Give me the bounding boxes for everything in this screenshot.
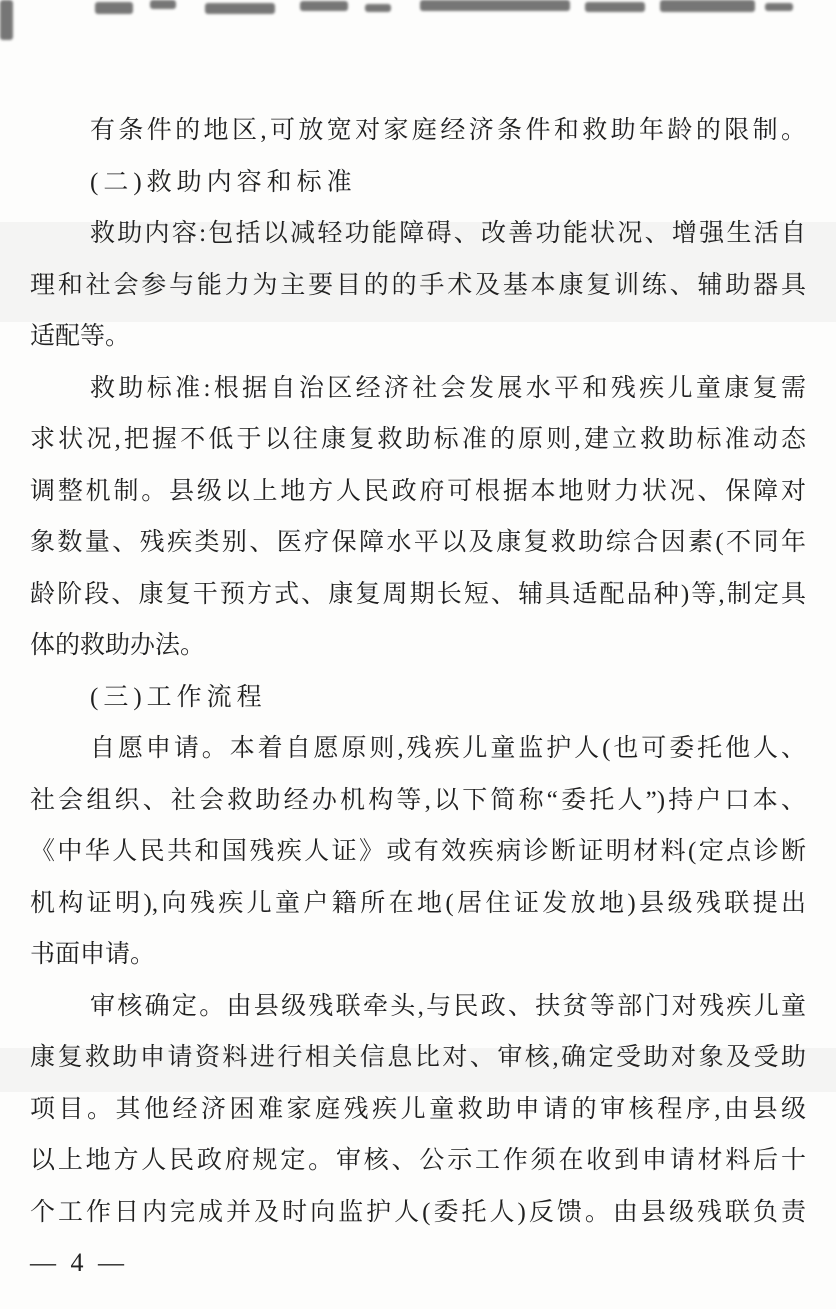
text-line: 项目。其他经济困难家庭残疾儿童救助申请的审核程序,由县级	[30, 1095, 806, 1123]
text-line: 有条件的地区,可放宽对家庭经济条件和救助年龄的限制。	[90, 117, 806, 144]
text-line: 社会组织、社会救助经办机构等,以下简称“委托人”)持户口本、	[30, 786, 806, 814]
page-number: — 4 —	[30, 1248, 128, 1277]
ink-smudge	[765, 3, 793, 11]
text-line: 审核确定。由县级残联牵头,与民政、扶贫等部门对残疾儿童	[90, 992, 806, 1020]
text-line: 象数量、残疾类别、医疗保障水平以及康复救助综合因素(不同年	[30, 529, 806, 556]
section-heading: (二)救助内容和标准	[90, 168, 357, 196]
text-line: 调整机制。县级以上地方人民政府可根据本地财力状况、保障对	[30, 477, 806, 505]
text-line: 自愿申请。本着自愿原则,残疾儿童监护人(也可委托他人、	[90, 735, 806, 762]
ink-smudge	[420, 0, 570, 11]
text-line: 个工作日内完成并及时向监护人(委托人)反馈。由县级残联负责	[30, 1198, 806, 1226]
ink-smudge	[95, 2, 133, 14]
text-line: 康复救助申请资料进行相关信息比对、审核,确定受助对象及受助	[30, 1044, 806, 1071]
text-line: 龄阶段、康复干预方式、康复周期长短、辅具适配品种)等,制定具	[30, 580, 806, 608]
ink-smudge	[365, 4, 391, 12]
text-line: 适配等。	[30, 323, 131, 350]
text-line: 机构证明),向残疾儿童户籍所在地(居住证发放地)县级残联提出	[30, 889, 806, 917]
text-line: 体的救助办法。	[30, 632, 206, 659]
text-line: 《中华人民共和国残疾人证》或有效疾病诊断证明材料(定点诊断	[30, 838, 806, 865]
section-heading: (三)工作流程	[90, 683, 267, 711]
text-line: 书面申请。	[30, 941, 156, 968]
text-line: 救助标准:根据自治区经济社会发展水平和残疾儿童康复需	[90, 374, 806, 402]
scan-artifact-band	[0, 0, 836, 46]
ink-smudge	[0, 0, 13, 40]
ink-smudge	[205, 3, 275, 14]
ink-smudge	[660, 0, 755, 12]
text-line: 求状况,把握不低于以往康复救助标准的原则,建立救助标准动态	[30, 426, 806, 453]
ink-smudge	[585, 2, 645, 12]
ink-smudge	[150, 0, 176, 9]
text-line: 救助内容:包括以减轻功能障碍、改善功能状况、增强生活自	[90, 220, 806, 247]
ink-smudge	[300, 1, 348, 11]
text-line: 以上地方人民政府规定。审核、公示工作须在收到申请材料后十	[30, 1147, 806, 1174]
text-line: 理和社会参与能力为主要目的的手术及基本康复训练、辅助器具	[30, 271, 806, 299]
document-body	[30, 105, 806, 1238]
